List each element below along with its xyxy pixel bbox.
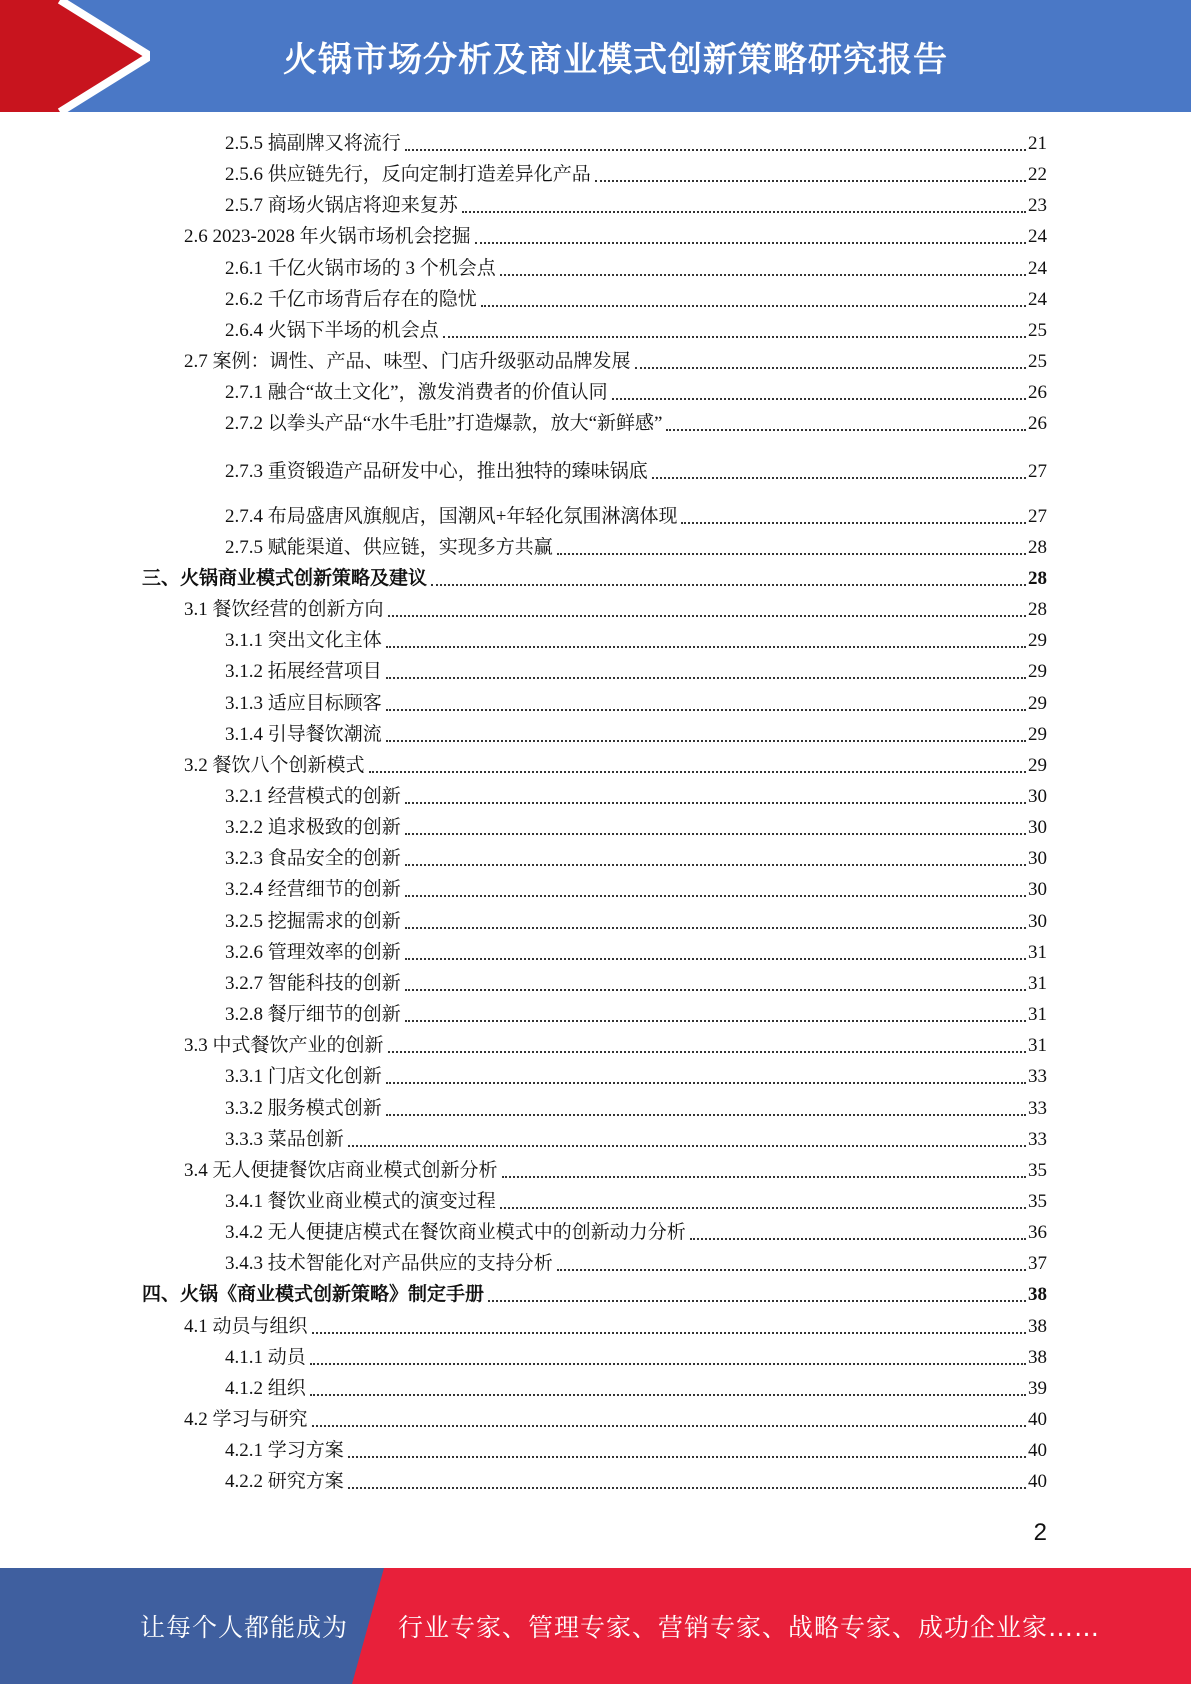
toc-entry[interactable] <box>225 840 1047 871</box>
toc-dot-leader <box>405 957 1026 960</box>
toc-dot-leader <box>386 739 1026 742</box>
toc-entry-title: 4.2 学习与研究 <box>184 1409 308 1430</box>
toc-entry-title: 3.2.1 经营模式的创新 <box>225 786 401 807</box>
toc-entry[interactable] <box>225 1121 1047 1152</box>
toc-entry-page: 27 <box>1028 460 1047 482</box>
toc-entry-page: 30 <box>1028 848 1047 870</box>
toc-entry-title: 3.2.6 管理效率的创新 <box>225 941 401 963</box>
toc-entry-title: 3.2.4 经营细节的创新 <box>225 879 401 901</box>
toc-entry-title: 4.1.2 组织 <box>225 1377 306 1399</box>
toc-entry-title: 3.3.3 菜品创新 <box>225 1128 344 1150</box>
toc-entry-page: 38 <box>1028 1346 1047 1368</box>
toc-dot-leader <box>690 1237 1026 1240</box>
toc-dot-leader <box>595 179 1026 182</box>
toc-entry[interactable] <box>225 653 1047 684</box>
toc-entry-title: 2.5.7 商场火锅店将迎来复苏 <box>225 195 458 217</box>
toc-entry-page: 25 <box>1028 319 1047 341</box>
toc-dot-leader <box>312 1424 1026 1427</box>
toc-entry-title: 3.2.8 餐厅细节的创新 <box>225 1004 401 1026</box>
toc-entry-page: 40 <box>1028 1440 1047 1462</box>
toc-entry[interactable] <box>225 156 1047 187</box>
toc-dot-leader <box>348 1455 1026 1458</box>
toc-entry-title: 4.2.1 学习方案 <box>225 1440 344 1462</box>
toc-entry-page: 24 <box>1028 257 1047 279</box>
page-footer <box>0 1568 1191 1684</box>
toc-entry-page: 30 <box>1028 879 1047 901</box>
toc-entry-title: 四、火锅《商业模式创新策略》制定手册 <box>142 1284 485 1306</box>
toc-entry[interactable] <box>142 1276 1047 1307</box>
toc-entry-title: 2.6.2 千亿市场背后存在的隐忧 <box>225 288 477 310</box>
toc-dot-leader <box>612 397 1026 400</box>
toc-entry-title: 3.3.2 服务模式创新 <box>225 1097 382 1119</box>
toc-entry-title: 3.4.1 餐饮业商业模式的演变过程 <box>225 1190 496 1212</box>
toc-dot-leader <box>405 894 1026 897</box>
toc-entry[interactable] <box>184 591 1047 622</box>
toc-entry-title: 3.1.1 突出文化主体 <box>225 630 382 652</box>
toc-entry-title: 2.7.4 布局盛唐风旗舰店，国潮风+年轻化氛围淋漓体现 <box>225 505 678 527</box>
toc-entry-page: 33 <box>1028 1128 1047 1150</box>
toc-entry-page: 27 <box>1028 505 1047 527</box>
toc-entry-page: 40 <box>1028 1409 1047 1430</box>
toc-entry[interactable] <box>184 1027 1047 1058</box>
footer-slogan-left: 让每个人都能成为 <box>140 1613 349 1642</box>
toc-entry[interactable] <box>225 529 1047 560</box>
toc-dot-leader <box>500 1206 1026 1209</box>
toc-entry[interactable] <box>225 809 1047 840</box>
toc-entry-title: 2.7 案例：调性、产品、味型、门店升级驱动品牌发展 <box>184 351 631 373</box>
toc-dot-leader <box>557 1268 1026 1271</box>
toc-entry[interactable] <box>184 343 1047 374</box>
toc-entry-page: 28 <box>1028 599 1047 621</box>
footer-slogan-right: 行业专家、管理专家、营销专家、战略专家、成功企业家…… <box>398 1613 1101 1642</box>
toc-entry-page: 22 <box>1028 164 1047 186</box>
toc-dot-leader <box>481 304 1026 307</box>
toc-entry-title: 2.7.3 重资锻造产品研发中心，推出独特的臻味锅底 <box>225 460 648 482</box>
toc-entry-page: 36 <box>1028 1222 1047 1244</box>
toc-entry-page: 26 <box>1028 382 1047 404</box>
toc-entry-title: 3.2.3 食品安全的创新 <box>225 848 401 870</box>
toc-entry-page: 28 <box>1028 567 1047 589</box>
toc-dot-leader <box>405 148 1026 151</box>
toc-entry[interactable] <box>225 778 1047 809</box>
toc-dot-leader <box>635 366 1026 369</box>
toc-entry-title: 3.1.2 拓展经营项目 <box>225 661 382 683</box>
toc-entry[interactable] <box>225 716 1047 747</box>
toc-dot-leader <box>405 1019 1026 1022</box>
toc-dot-leader <box>681 521 1026 524</box>
toc-dot-leader <box>488 1299 1026 1302</box>
toc-entry-page: 35 <box>1028 1190 1047 1212</box>
toc-entry-page: 30 <box>1028 817 1047 839</box>
toc-entry[interactable] <box>225 498 1047 529</box>
toc-dot-leader <box>312 1331 1026 1334</box>
toc-entry[interactable] <box>225 125 1047 156</box>
toc-entry-page: 30 <box>1028 786 1047 807</box>
toc-entry[interactable] <box>225 281 1047 312</box>
toc-entry-page: 28 <box>1028 536 1047 558</box>
toc-dot-leader <box>348 1486 1026 1489</box>
toc-entry[interactable] <box>225 1432 1047 1463</box>
toc-entry-title: 3.2 餐饮八个创新模式 <box>184 754 365 776</box>
toc-dot-leader <box>310 1393 1026 1396</box>
toc-dot-leader <box>502 1175 1026 1178</box>
toc-entry-page: 33 <box>1028 1066 1047 1088</box>
toc-dot-leader <box>652 476 1026 479</box>
toc-entry-title: 2.5.5 搞副牌又将流行 <box>225 133 401 154</box>
toc-entry-title: 三、火锅商业模式创新策略及建议 <box>142 567 428 589</box>
toc-entry-title: 2.6.1 千亿火锅市场的 3 个机会点 <box>225 257 496 279</box>
toc-dot-leader <box>348 1144 1026 1147</box>
toc-dot-leader <box>500 273 1026 276</box>
toc-entry-title: 3.4.2 无人便捷店模式在餐饮商业模式中的创新动力分析 <box>225 1222 686 1244</box>
toc-entry[interactable] <box>225 1245 1047 1276</box>
toc-entry[interactable] <box>225 1090 1047 1121</box>
toc-entry-title: 2.6.4 火锅下半场的机会点 <box>225 319 439 341</box>
toc-entry-title: 3.2.5 挖掘需求的创新 <box>225 910 401 932</box>
toc-entry-page: 31 <box>1028 972 1047 994</box>
toc-entry-page: 33 <box>1028 1097 1047 1119</box>
toc-entry-page: 38 <box>1028 1284 1047 1306</box>
toc-dot-leader <box>388 1050 1026 1053</box>
toc-dot-leader <box>431 583 1026 586</box>
toc-entry-page: 23 <box>1028 195 1047 217</box>
toc-entry[interactable] <box>184 218 1047 249</box>
toc-entry[interactable] <box>225 1339 1047 1370</box>
toc-entry-title: 2.5.6 供应链先行，反向定制打造差异化产品 <box>225 164 591 186</box>
toc-entry-page: 24 <box>1028 288 1047 310</box>
toc-entry[interactable] <box>225 405 1047 436</box>
toc-dot-leader <box>386 708 1026 711</box>
toc-entry[interactable] <box>225 934 1047 965</box>
toc-entry[interactable] <box>225 903 1047 934</box>
document-title: 火锅市场分析及商业模式创新策略研究报告 <box>283 39 948 80</box>
toc-entry-title: 3.3 中式餐饮产业的创新 <box>184 1035 384 1057</box>
toc-dot-leader <box>666 428 1026 431</box>
toc-entry[interactable] <box>225 374 1047 405</box>
toc-entry-title: 3.2.7 智能科技的创新 <box>225 972 401 994</box>
toc-entry-page: 40 <box>1028 1471 1047 1493</box>
toc-entry-title: 3.4 无人便捷餐饮店商业模式创新分析 <box>184 1159 498 1181</box>
page-number: 2 <box>1033 1519 1047 1546</box>
toc-dot-leader <box>386 1113 1026 1116</box>
toc-entry[interactable] <box>184 1401 1047 1432</box>
toc-entry[interactable] <box>225 1058 1047 1089</box>
toc-entry-title: 3.3.1 门店文化创新 <box>225 1066 382 1088</box>
toc-entry-page: 31 <box>1028 941 1047 963</box>
toc-dot-leader <box>405 863 1026 866</box>
toc-dot-leader <box>462 210 1026 213</box>
toc-entry-title: 3.1.4 引导餐饮潮流 <box>225 723 382 745</box>
toc-dot-leader <box>475 241 1026 244</box>
toc-entry-title: 2.6 2023-2028 年火锅市场机会挖掘 <box>184 226 471 248</box>
toc-entry-page: 29 <box>1028 630 1047 652</box>
toc-entry-page: 25 <box>1028 351 1047 373</box>
toc-entry[interactable] <box>225 965 1047 996</box>
toc-dot-leader <box>386 1081 1026 1084</box>
toc-entry[interactable] <box>225 871 1047 902</box>
toc-entry-title: 2.7.5 赋能渠道、供应链，实现多方共赢 <box>225 536 553 558</box>
toc-entry[interactable] <box>225 187 1047 218</box>
toc-entry-page: 38 <box>1028 1315 1047 1337</box>
toc-dot-leader <box>388 614 1026 617</box>
toc-entry-page: 29 <box>1028 754 1047 776</box>
toc-dot-leader <box>405 926 1026 929</box>
toc-entry-page: 31 <box>1028 1004 1047 1026</box>
toc-dot-leader <box>405 832 1026 835</box>
toc-entry-title: 4.1.1 动员 <box>225 1346 306 1368</box>
toc-dot-leader <box>405 988 1026 991</box>
toc-entry-page: 39 <box>1028 1377 1047 1399</box>
toc-entry-title: 4.1 动员与组织 <box>184 1315 308 1337</box>
toc-entry[interactable] <box>225 1183 1047 1214</box>
toc-dot-leader <box>405 801 1026 804</box>
toc-dot-leader <box>443 335 1026 338</box>
toc-entry-page: 37 <box>1028 1253 1047 1275</box>
toc-entry-page: 29 <box>1028 692 1047 714</box>
toc-entry-title: 3.1 餐饮经营的创新方向 <box>184 599 384 621</box>
toc-entry-title: 3.1.3 适应目标顾客 <box>225 692 382 714</box>
toc-entry[interactable] <box>225 996 1047 1027</box>
toc-entry-page: 29 <box>1028 661 1047 683</box>
toc-dot-leader <box>369 770 1026 773</box>
toc-entry[interactable] <box>184 1152 1047 1183</box>
toc-entry[interactable] <box>225 1463 1047 1494</box>
toc-entry[interactable] <box>225 453 1047 484</box>
toc-entry[interactable] <box>142 560 1047 591</box>
toc-entry[interactable] <box>184 1308 1047 1339</box>
toc-entry-page: 31 <box>1028 1035 1047 1057</box>
toc-entry-page: 30 <box>1028 910 1047 932</box>
toc-dot-leader <box>310 1362 1026 1365</box>
toc-entry[interactable] <box>225 250 1047 281</box>
toc-entry[interactable] <box>225 622 1047 653</box>
toc-dot-leader <box>386 645 1026 648</box>
toc-entry[interactable] <box>225 1370 1047 1401</box>
toc-entry-title: 2.7.2 以拳头产品“水牛毛肚”打造爆款，放大“新鲜感” <box>225 413 663 435</box>
toc-entry-title: 3.2.2 追求极致的创新 <box>225 817 401 839</box>
toc-entry-page: 35 <box>1028 1159 1047 1181</box>
toc-entry-title: 3.4.3 技术智能化对产品供应的支持分析 <box>225 1253 553 1275</box>
toc-entry-page: 21 <box>1028 133 1047 154</box>
toc-entry-page: 29 <box>1028 723 1047 745</box>
toc-dot-leader <box>386 676 1026 679</box>
toc-entry[interactable] <box>184 747 1047 778</box>
toc-entry[interactable] <box>225 312 1047 343</box>
toc-entry[interactable] <box>225 685 1047 716</box>
toc-dot-leader <box>557 552 1026 555</box>
toc-entry-title: 4.2.2 研究方案 <box>225 1471 344 1493</box>
toc-entry-title: 2.7.1 融合“故土文化”，激发消费者的价值认同 <box>225 382 608 404</box>
toc-entry[interactable] <box>225 1214 1047 1245</box>
toc-entry-page: 24 <box>1028 226 1047 248</box>
toc-entry-page: 26 <box>1028 413 1047 435</box>
